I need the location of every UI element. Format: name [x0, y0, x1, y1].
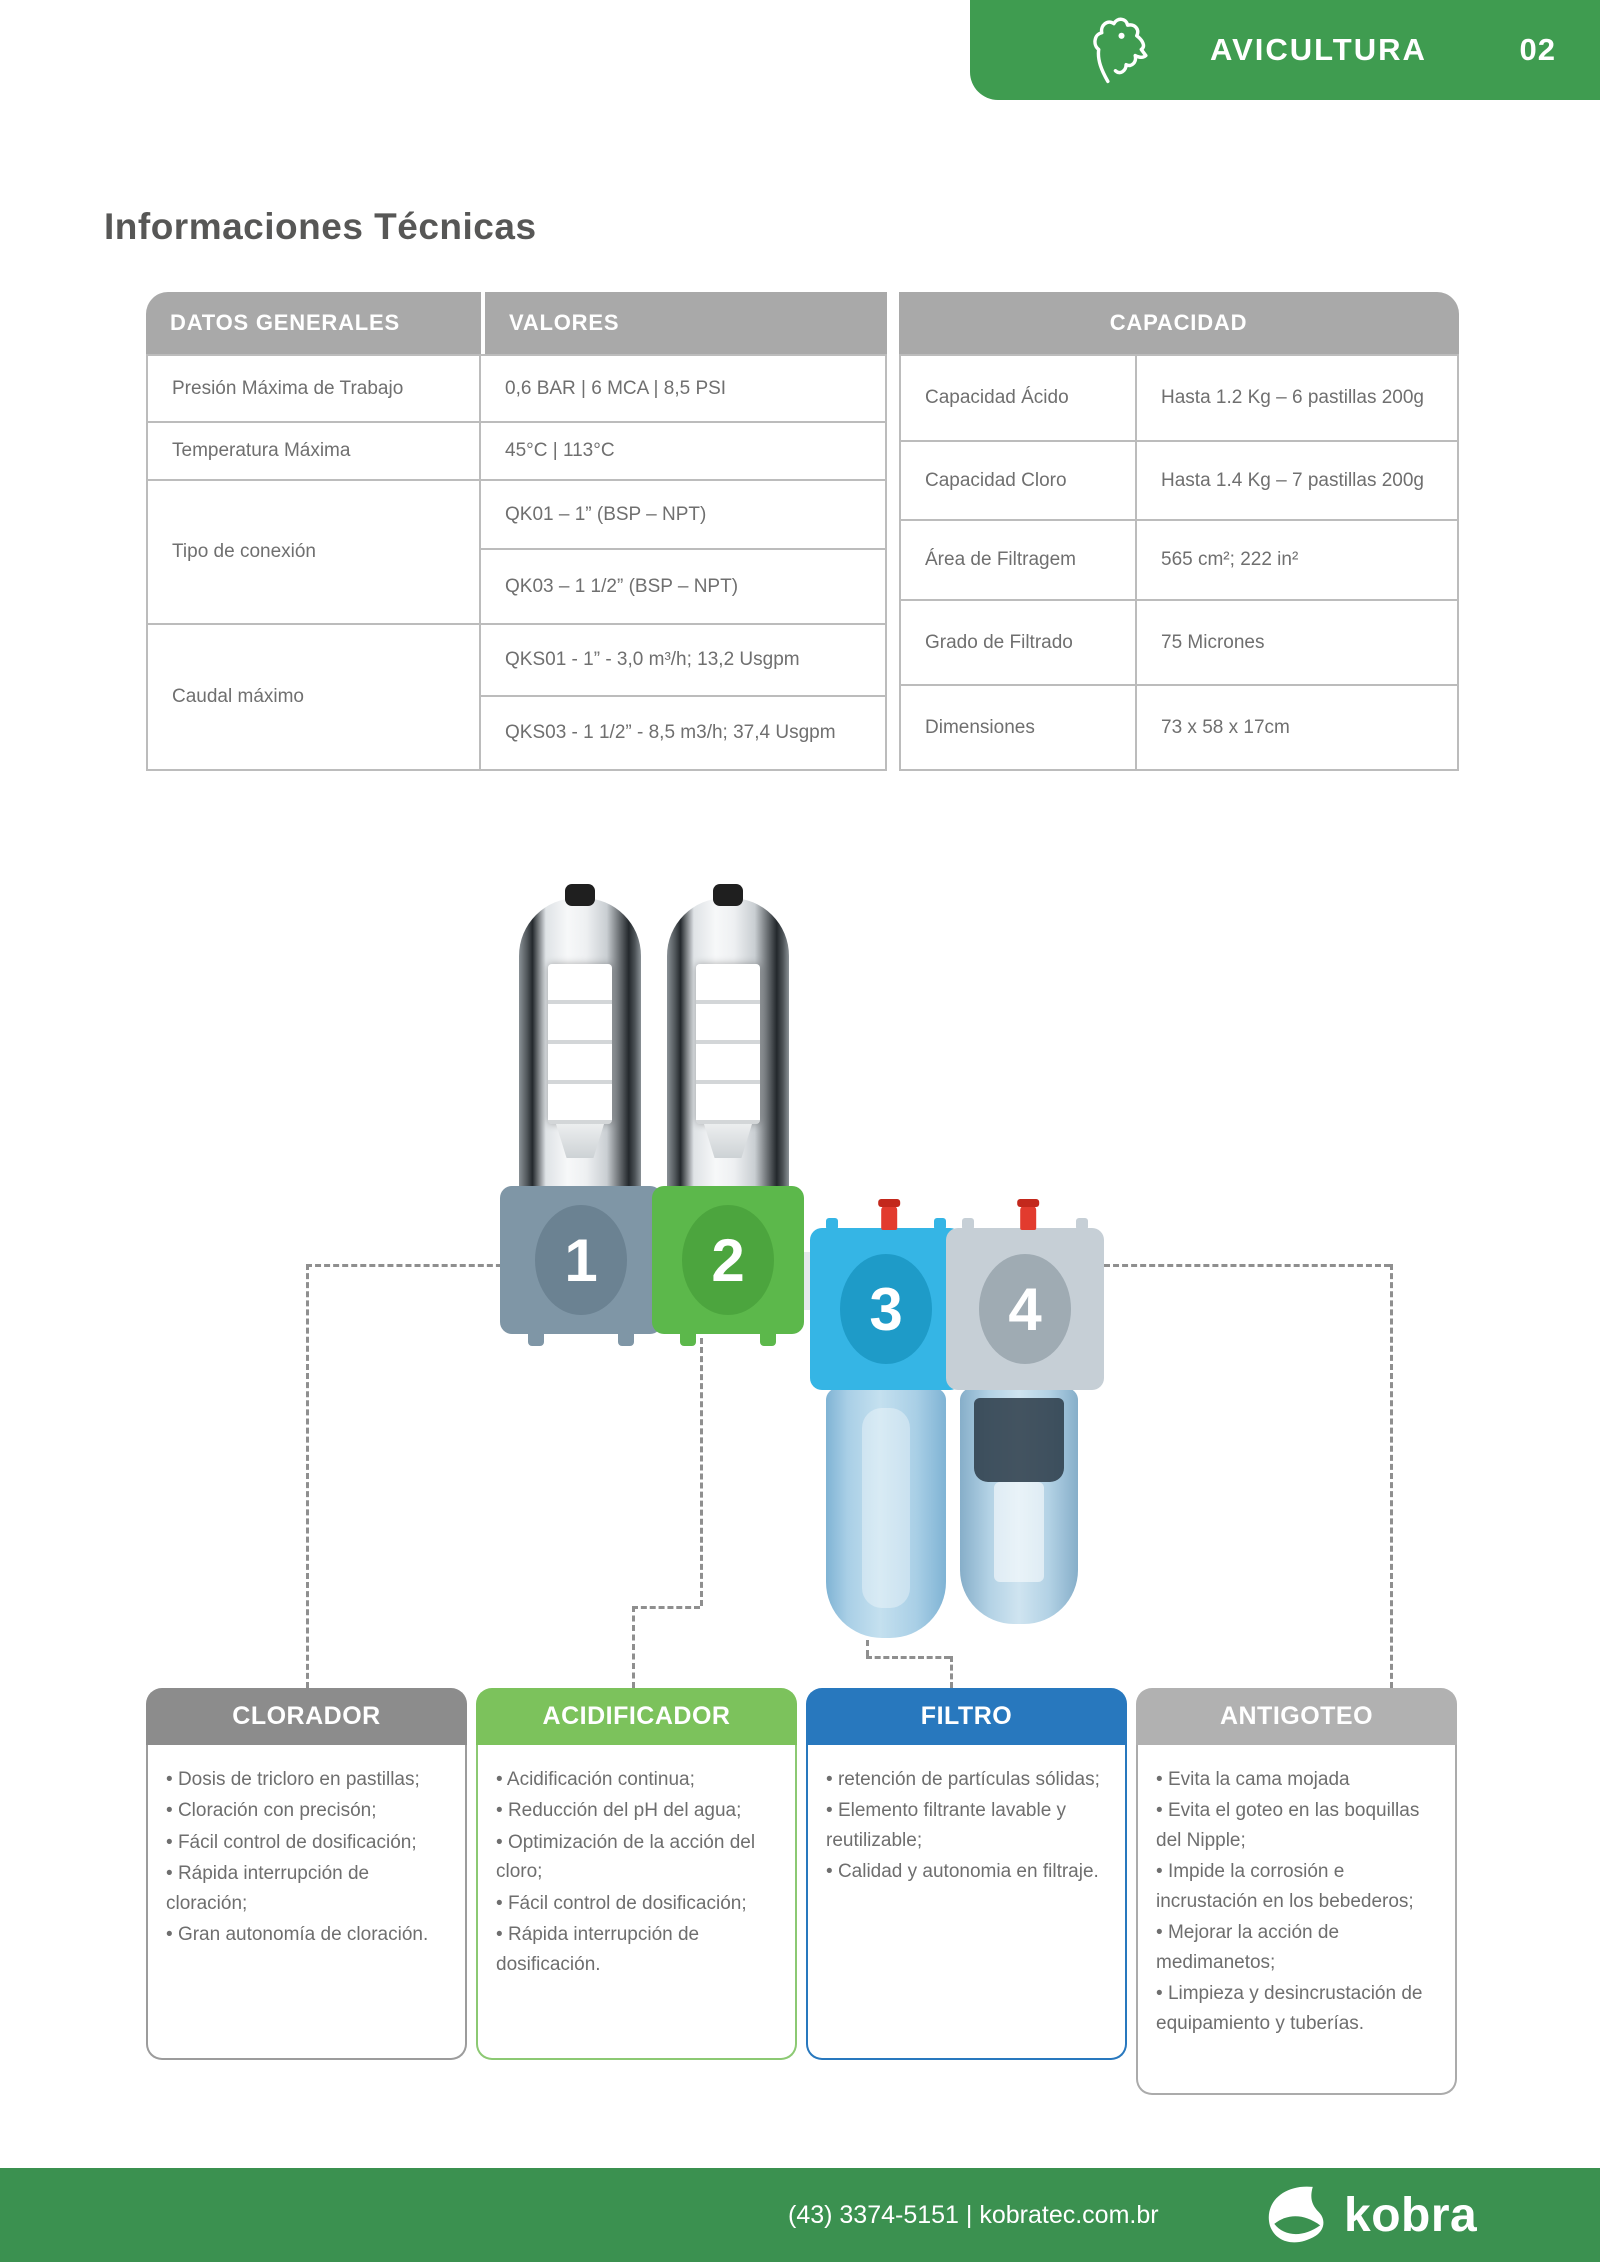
- head-foot: [760, 1332, 776, 1346]
- card-bullet: • Fácil control de dosificación;: [166, 1828, 447, 1857]
- general-table-header-datos: DATOS GENERALES: [146, 292, 481, 354]
- antidrip-bowl: [960, 1388, 1078, 1624]
- connector-line: [632, 1606, 700, 1609]
- card-bullet: • Mejorar la acción de medimanetos;: [1156, 1918, 1437, 1977]
- general-table: [146, 292, 887, 771]
- connector-line: [700, 1338, 703, 1606]
- unit-head-1: [500, 1186, 662, 1334]
- card-title: ACIDIFICADOR: [476, 1688, 797, 1745]
- table-cell-value: QK03 – 1 1/2” (BSP – NPT): [481, 550, 887, 625]
- cylinder-cap: [565, 884, 595, 906]
- card-bullet: • Fácil control de dosificación;: [496, 1889, 777, 1918]
- unit-number-1: 1: [535, 1205, 627, 1315]
- category-label: AVICULTURA: [1210, 32, 1427, 67]
- card-bullet: • Rápida interrupción de cloración;: [166, 1859, 447, 1918]
- table-cell-value: QKS03 - 1 1/2” - 8,5 m3/h; 37,4 Usgpm: [481, 697, 887, 771]
- head-foot: [618, 1332, 634, 1346]
- table-cell-label: Dimensiones: [899, 686, 1137, 771]
- connector-line: [866, 1640, 869, 1656]
- footer-contact: (43) 3374-5151 | kobratec.com.br: [788, 2201, 1159, 2229]
- card-bullet: • Gran autonomía de cloración.: [166, 1920, 447, 1949]
- table-cell-value: QKS01 - 1” - 3,0 m³/h; 13,2 Usgpm: [481, 625, 887, 697]
- acidifier-cylinder: [667, 898, 789, 1194]
- card-body: [476, 1745, 797, 2060]
- card-title: CLORADOR: [146, 1688, 467, 1745]
- connector-line: [1104, 1264, 1390, 1267]
- card-bullet: • retención de partículas sólidas;: [826, 1765, 1107, 1794]
- card-bullet: • Rápida interrupción de dosificación.: [496, 1920, 777, 1979]
- table-cell-value: 73 x 58 x 17cm: [1137, 686, 1459, 771]
- card-title: ANTIGOTEO: [1136, 1688, 1457, 1745]
- cartridge-element: [994, 1482, 1044, 1582]
- page-title: Informaciones Técnicas: [104, 206, 537, 247]
- card-filtro: [806, 1688, 1127, 2060]
- rooster-icon: [1082, 12, 1158, 90]
- cartridge-cap: [974, 1398, 1064, 1482]
- table-cell-label: Área de Filtragem: [899, 521, 1137, 601]
- unit-head-3: [810, 1228, 962, 1390]
- card-bullet: • Impide la corrosión e incrustación en los bebederos;: [1156, 1857, 1437, 1916]
- card-clorador: [146, 1688, 467, 2060]
- brand-wordmark: kobra: [1344, 2188, 1478, 2242]
- connector-line: [1390, 1264, 1393, 1688]
- chlorinator-cylinder: [519, 898, 641, 1194]
- card-body: [1136, 1745, 1457, 2095]
- card-bullet: • Reducción del pH del agua;: [496, 1796, 777, 1825]
- card-bullet: • Evita el goteo en las boquillas del Nipple;: [1156, 1796, 1437, 1855]
- card-bullet: • Optimización de la acción del cloro;: [496, 1828, 777, 1887]
- kobra-logo-icon: [1258, 2178, 1332, 2252]
- table-cell-label: Tipo de conexión: [146, 481, 481, 625]
- brand-logo: [1258, 2168, 1477, 2262]
- card-antigoteo: [1136, 1688, 1457, 2095]
- table-cell-label: Presión Máxima de Trabajo: [146, 354, 481, 423]
- card-bullet: • Acidificación continua;: [496, 1765, 777, 1794]
- card-bullet: • Calidad y autonomia en filtraje.: [826, 1857, 1107, 1886]
- filter-core: [862, 1408, 910, 1608]
- table-cell-label: Caudal máximo: [146, 625, 481, 771]
- tablet-cone: [556, 1124, 604, 1158]
- head-foot: [680, 1332, 696, 1346]
- head-nub: [962, 1218, 974, 1230]
- capacity-table: [899, 292, 1459, 771]
- table-cell-value: Hasta 1.4 Kg – 7 pastillas 200g: [1137, 442, 1459, 521]
- red-valve-icon: [881, 1206, 897, 1230]
- card-bullet: • Elemento filtrante lavable y reutilizable;: [826, 1796, 1107, 1855]
- table-cell-value: 75 Micrones: [1137, 601, 1459, 686]
- card-bullet: • Cloración con precisón;: [166, 1796, 447, 1825]
- table-cell-label: Capacidad Cloro: [899, 442, 1137, 521]
- unit-number-2: 2: [682, 1205, 774, 1315]
- card-bullet: • Evita la cama mojada: [1156, 1765, 1437, 1794]
- cylinder-cap: [713, 884, 743, 906]
- card-bullet: • Limpieza y desincrustación de equipamiento y tuberías.: [1156, 1979, 1437, 2038]
- connector-line: [866, 1656, 950, 1659]
- filter-bowl: [826, 1388, 946, 1638]
- connector-line: [950, 1656, 953, 1688]
- unit-head-4: [946, 1228, 1104, 1390]
- table-cell-label: Capacidad Ácido: [899, 354, 1137, 442]
- unit-head-2: [652, 1186, 804, 1334]
- head-foot: [528, 1332, 544, 1346]
- capacity-table-header: CAPACIDAD: [899, 292, 1459, 354]
- table-cell-value: 565 cm²; 222 in²: [1137, 521, 1459, 601]
- card-bullet: • Dosis de tricloro en pastillas;: [166, 1765, 447, 1794]
- tablet-cone: [704, 1124, 752, 1158]
- table-cell-label: Temperatura Máxima: [146, 423, 481, 481]
- table-cell-value: Hasta 1.2 Kg – 6 pastillas 200g: [1137, 354, 1459, 442]
- red-valve-icon: [1020, 1206, 1036, 1230]
- card-title: FILTRO: [806, 1688, 1127, 1745]
- card-acidificador: [476, 1688, 797, 2060]
- page-number: 02: [1519, 32, 1556, 67]
- card-body: [146, 1745, 467, 2060]
- table-cell-label: Grado de Filtrado: [899, 601, 1137, 686]
- table-cell-value: 45°C | 113°C: [481, 423, 887, 481]
- table-cell-value: 0,6 BAR | 6 MCA | 8,5 PSI: [481, 354, 887, 423]
- footer: [0, 2168, 1600, 2262]
- connector-line: [306, 1264, 520, 1267]
- connector-line: [632, 1606, 635, 1688]
- general-table-header-valores: VALORES: [481, 292, 887, 354]
- unit-number-3: 3: [840, 1254, 932, 1364]
- card-body: [806, 1745, 1127, 2060]
- category-badge: [970, 0, 1600, 100]
- connector-line: [306, 1264, 309, 1688]
- tablet-stack: [696, 964, 760, 1124]
- table-cell-value: QK01 – 1” (BSP – NPT): [481, 481, 887, 550]
- unit-number-4: 4: [979, 1254, 1071, 1364]
- head-nub: [934, 1218, 946, 1230]
- head-nub: [1076, 1218, 1088, 1230]
- tablet-stack: [548, 964, 612, 1124]
- head-nub: [826, 1218, 838, 1230]
